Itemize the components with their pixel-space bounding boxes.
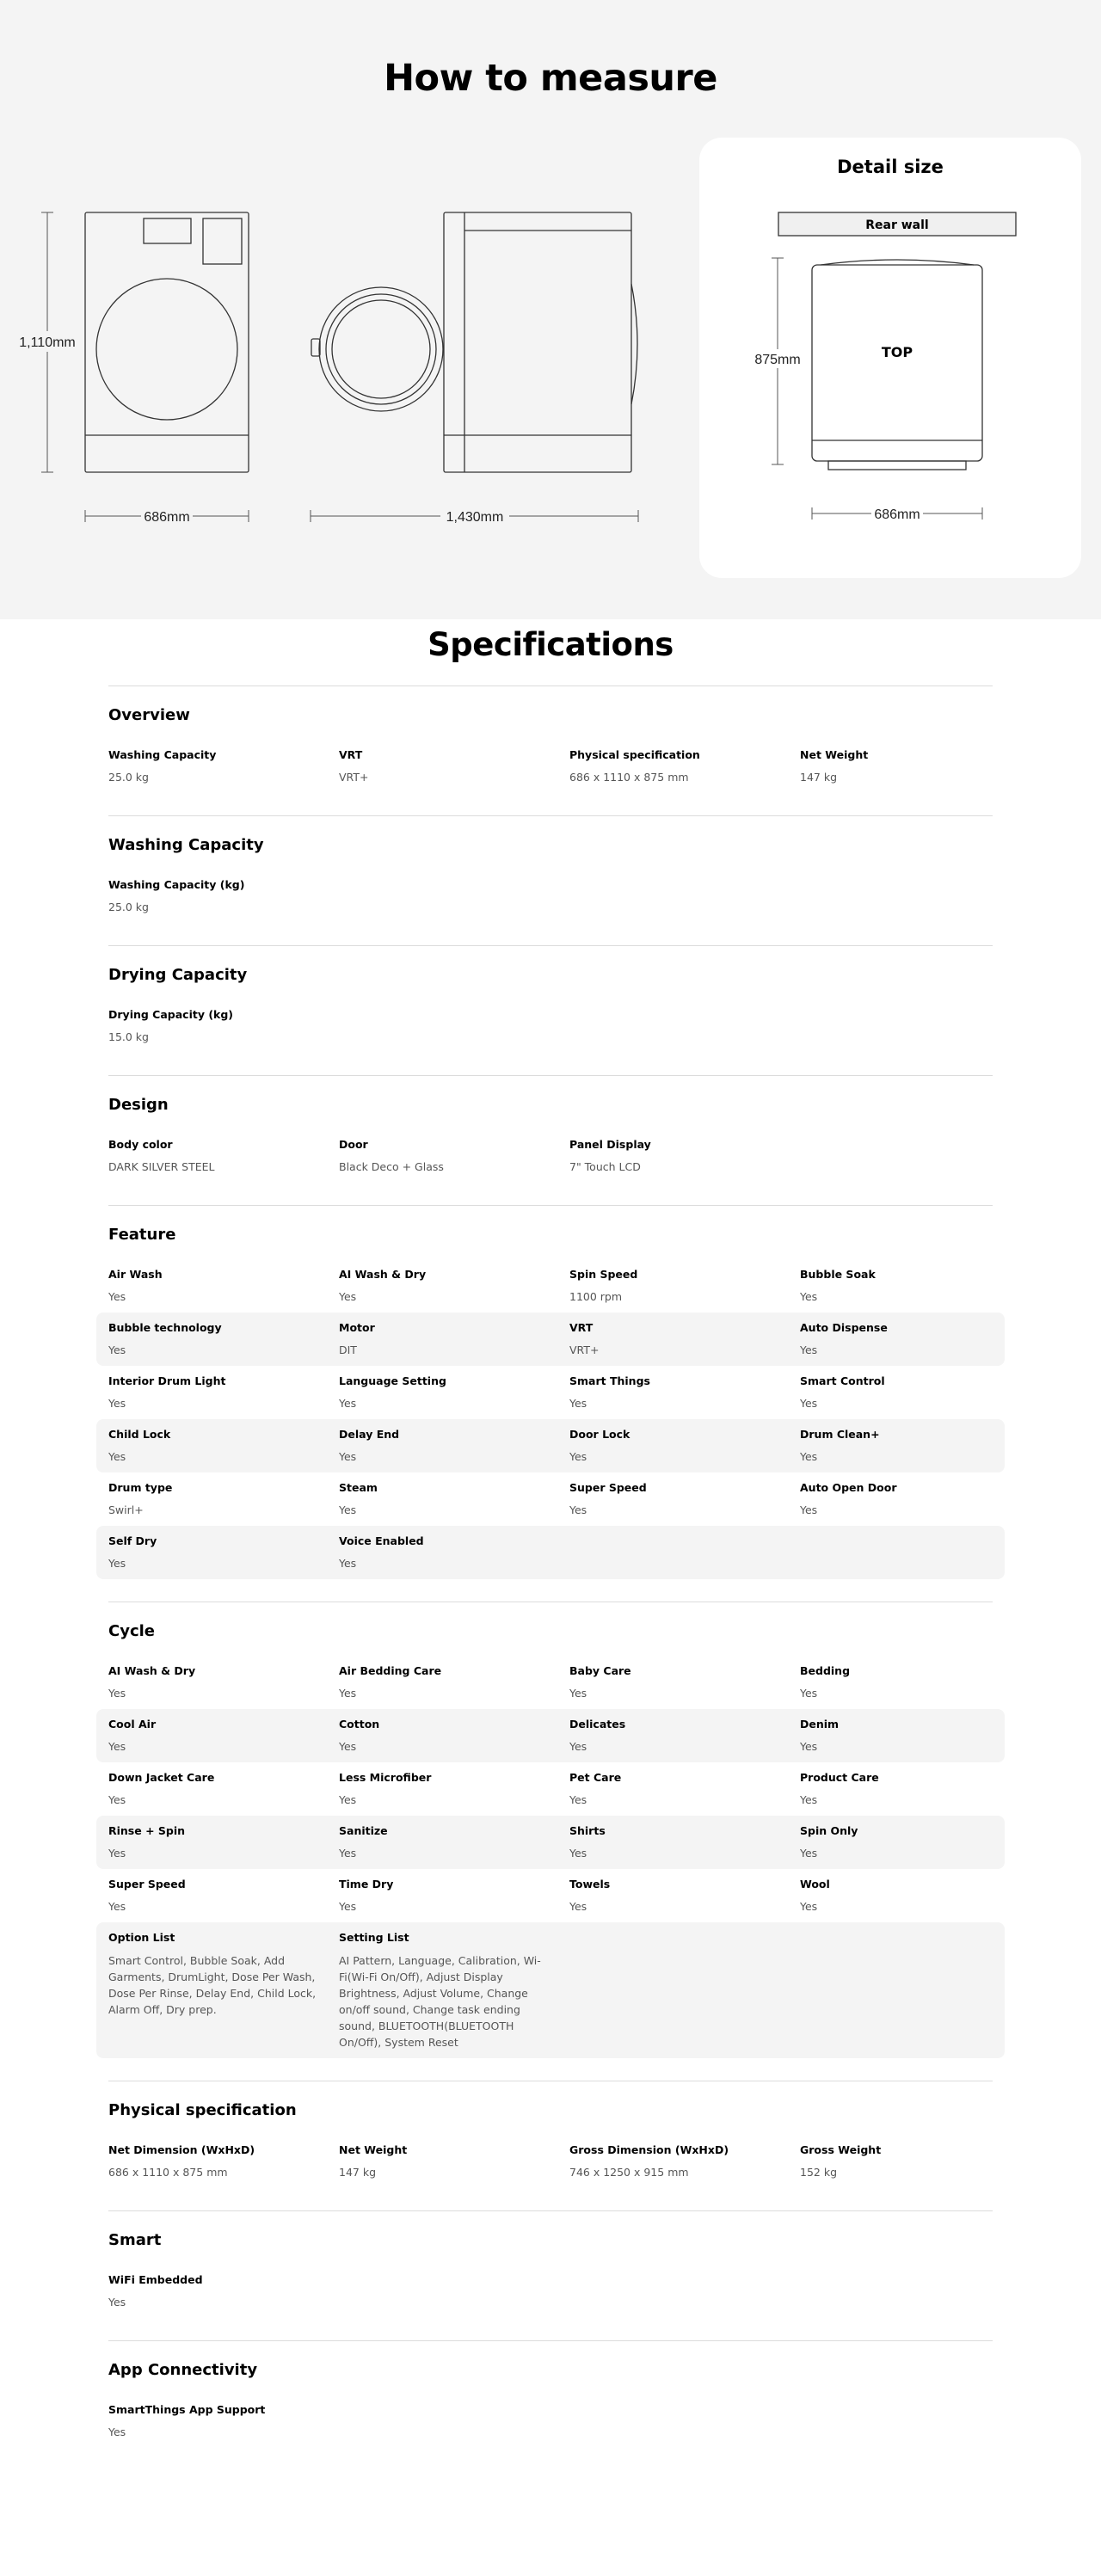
how-to-measure-section <box>0 0 1101 619</box>
spec-label: Cotton <box>339 1718 380 1731</box>
spec-label: Washing Capacity <box>108 748 217 761</box>
spec-item-ai-wash-dry <box>339 1267 569 1305</box>
spec-item-vrt <box>569 1320 800 1358</box>
spec-value: Yes <box>108 1450 126 1463</box>
detail-size-card <box>699 138 1081 578</box>
spec-label: Towels <box>569 1878 611 1891</box>
spec-label: Super Speed <box>108 1878 186 1891</box>
spec-value: 147 kg <box>800 771 838 784</box>
height-label: 1,110mm <box>19 335 76 350</box>
spec-value: Yes <box>800 1397 818 1410</box>
spec-value: Yes <box>108 2296 126 2309</box>
spec-section-title: App Connectivity <box>108 2361 258 2379</box>
spec-item-door-lock <box>569 1427 800 1465</box>
spec-row <box>96 870 1005 923</box>
spec-item-setting-list <box>339 1930 569 2050</box>
spec-label: VRT <box>339 748 363 761</box>
side-depth-label: 1,430mm <box>446 510 504 525</box>
spec-label: Shirts <box>569 1824 606 1837</box>
spec-value: Yes <box>800 1343 818 1356</box>
spec-label: Interior Drum Light <box>108 1374 226 1387</box>
front-width-label: 686mm <box>144 510 190 525</box>
spec-value: Yes <box>339 1740 357 1753</box>
spec-label: Motor <box>339 1321 375 1334</box>
spec-item-delicates <box>569 1717 800 1755</box>
spec-label: Sanitize <box>339 1824 388 1837</box>
spec-label: Bedding <box>800 1664 851 1677</box>
spec-section-title: Cycle <box>108 1622 155 1640</box>
spec-value: Yes <box>339 1397 357 1410</box>
spec-value: Yes <box>339 1900 357 1913</box>
spec-label: Door Lock <box>569 1428 630 1441</box>
spec-value: Yes <box>800 1503 818 1516</box>
spec-item-language-setting <box>339 1374 569 1411</box>
spec-value: Yes <box>800 1740 818 1753</box>
spec-value: Yes <box>339 1290 357 1303</box>
spec-item-wool <box>800 1877 1030 1915</box>
spec-value: Yes <box>108 1793 126 1806</box>
spec-row <box>96 1869 1005 1922</box>
spec-section-title: Washing Capacity <box>108 836 264 854</box>
spec-label: Smart Things <box>569 1374 650 1387</box>
detail-width-label: 686mm <box>874 507 920 522</box>
spec-row <box>96 1709 1005 1762</box>
spec-value: Yes <box>569 1450 587 1463</box>
spec-label: Spin Speed <box>569 1268 638 1281</box>
spec-value: Yes <box>339 1450 357 1463</box>
spec-value: VRT+ <box>339 771 369 784</box>
spec-row <box>96 1313 1005 1366</box>
spec-row <box>96 1922 1005 2058</box>
spec-value: 15.0 kg <box>108 1030 149 1043</box>
spec-item-towels <box>569 1877 800 1915</box>
spec-label: Setting List <box>339 1931 409 1944</box>
spec-item-less-microfiber <box>339 1770 569 1808</box>
side-view-washer-icon <box>311 212 637 472</box>
measure-diagram <box>0 0 688 619</box>
spec-value: 1100 rpm <box>569 1290 623 1303</box>
spec-value: Swirl+ <box>108 1503 144 1516</box>
spec-value: 147 kg <box>339 2166 377 2179</box>
spec-item-drum-clean <box>800 1427 1030 1465</box>
spec-row <box>96 1472 1005 1526</box>
spec-item-body-color <box>108 1137 339 1175</box>
spec-value: Yes <box>108 1557 126 1570</box>
spec-value: Yes <box>339 1687 357 1700</box>
spec-value: Black Deco + Glass <box>339 1160 444 1173</box>
spec-row <box>96 1366 1005 1419</box>
spec-value: 686 x 1110 x 875 mm <box>108 2166 228 2179</box>
spec-item-smart-things <box>569 1374 800 1411</box>
spec-label: AI Wash & Dry <box>339 1268 427 1281</box>
spec-value: Yes <box>800 1687 818 1700</box>
spec-label: Child Lock <box>108 1428 171 1441</box>
spec-item-auto-dispense <box>800 1320 1030 1358</box>
spec-label: AI Wash & Dry <box>108 1664 196 1677</box>
spec-value: 746 x 1250 x 915 mm <box>569 2166 689 2179</box>
spec-item-gross-dimension-wxhxd <box>569 2143 800 2180</box>
spec-item-voice-enabled <box>339 1534 569 1571</box>
spec-section-design <box>108 1075 993 1205</box>
spec-item-denim <box>800 1717 1030 1755</box>
specifications-list <box>108 685 993 2470</box>
spec-label: Language Setting <box>339 1374 446 1387</box>
spec-section-title: Design <box>108 1096 169 1114</box>
rear-wall-label: Rear wall <box>865 218 929 232</box>
spec-item-product-care <box>800 1770 1030 1808</box>
spec-value: DIT <box>339 1343 357 1356</box>
spec-value: Yes <box>800 1847 818 1860</box>
spec-value: AI Pattern, Language, Calibration, Wi-Fi(Wi-Fi On/Off), Adjust Display Brightness, Adjust Volume, Change on/off sound, Change task ending sound, BLUETOOTH(BLUETOOTH On/Off), System Reset <box>339 1954 541 2049</box>
spec-value: Yes <box>108 1687 126 1700</box>
spec-item-spin-only <box>800 1823 1030 1861</box>
spec-item-pet-care <box>569 1770 800 1808</box>
spec-label: Air Bedding Care <box>339 1664 442 1677</box>
spec-item-panel-display <box>569 1137 800 1175</box>
spec-label: Denim <box>800 1718 840 1731</box>
spec-item-delay-end <box>339 1427 569 1465</box>
spec-label: Net Dimension (WxHxD) <box>108 2143 255 2156</box>
spec-value: Yes <box>569 1687 587 1700</box>
spec-label: Washing Capacity (kg) <box>108 878 245 891</box>
spec-row <box>96 999 1005 1053</box>
top-label: TOP <box>881 344 913 360</box>
spec-label: Auto Open Door <box>800 1481 897 1494</box>
spec-item-smart-control <box>800 1374 1030 1411</box>
spec-value: Yes <box>108 1847 126 1860</box>
spec-row <box>96 2135 1005 2188</box>
spec-item-bubble-soak <box>800 1267 1030 1305</box>
spec-item-super-speed <box>569 1480 800 1518</box>
spec-item-air-wash <box>108 1267 339 1305</box>
spec-label: Drying Capacity (kg) <box>108 1008 234 1021</box>
spec-row <box>96 740 1005 793</box>
spec-item-super-speed <box>108 1877 339 1915</box>
spec-row <box>96 1762 1005 1816</box>
spec-value: Yes <box>108 1290 126 1303</box>
spec-value: 152 kg <box>800 2166 838 2179</box>
spec-label: Net Weight <box>339 2143 408 2156</box>
spec-item-door <box>339 1137 569 1175</box>
spec-label: Time Dry <box>339 1878 394 1891</box>
spec-value: DARK SILVER STEEL <box>108 1160 215 1173</box>
spec-label: VRT <box>569 1321 594 1334</box>
spec-label: SmartThings App Support <box>108 2403 266 2416</box>
spec-label: Delay End <box>339 1428 400 1441</box>
spec-item-smartthings-app-support <box>108 2402 339 2440</box>
spec-label: Bubble technology <box>108 1321 222 1334</box>
how-to-measure-title: How to measure <box>384 57 717 100</box>
spec-item-down-jacket-care <box>108 1770 339 1808</box>
spec-value: Yes <box>569 1847 587 1860</box>
spec-value: Yes <box>569 1503 587 1516</box>
spec-item-air-bedding-care <box>339 1663 569 1701</box>
spec-item-option-list <box>108 1930 339 2050</box>
spec-label: Smart Control <box>800 1374 885 1387</box>
spec-item-auto-open-door <box>800 1480 1030 1518</box>
spec-item-drying-capacity-kg <box>108 1007 339 1045</box>
spec-item-sanitize <box>339 1823 569 1861</box>
spec-label: Panel Display <box>569 1138 651 1151</box>
spec-value: 7" Touch LCD <box>569 1160 641 1173</box>
spec-item-net-weight <box>800 747 1030 785</box>
spec-item-steam <box>339 1480 569 1518</box>
spec-label: Wool <box>800 1878 830 1891</box>
spec-value: 25.0 kg <box>108 901 149 913</box>
spec-row <box>96 1259 1005 1313</box>
spec-label: Voice Enabled <box>339 1534 424 1547</box>
spec-item-bubble-technology <box>108 1320 339 1358</box>
spec-item-vrt <box>339 747 569 785</box>
spec-item-physical-specification <box>569 747 800 785</box>
spec-value: Yes <box>800 1793 818 1806</box>
spec-section-drying-capacity <box>108 945 993 1075</box>
spec-section-title: Smart <box>108 2231 162 2249</box>
spec-label: Door <box>339 1138 368 1151</box>
spec-row <box>96 1816 1005 1869</box>
spec-section-title: Feature <box>108 1226 176 1244</box>
spec-item-drum-type <box>108 1480 339 1518</box>
spec-row <box>96 2395 1005 2448</box>
spec-row <box>96 1656 1005 1709</box>
spec-value: Yes <box>569 1900 587 1913</box>
spec-value: Yes <box>800 1900 818 1913</box>
spec-label: Drum type <box>108 1481 173 1494</box>
spec-value: Yes <box>339 1793 357 1806</box>
spec-label: Product Care <box>800 1771 879 1784</box>
spec-value: Yes <box>569 1740 587 1753</box>
spec-item-ai-wash-dry <box>108 1663 339 1701</box>
spec-section-app-connectivity <box>108 2340 993 2470</box>
spec-value: Yes <box>569 1793 587 1806</box>
spec-item-net-dimension-wxhxd <box>108 2143 339 2180</box>
spec-label: Cool Air <box>108 1718 157 1731</box>
spec-label: Net Weight <box>800 748 869 761</box>
spec-label: Drum Clean+ <box>800 1428 880 1441</box>
spec-item-rinse-spin <box>108 1823 339 1861</box>
spec-label: Baby Care <box>569 1664 631 1677</box>
spec-item-cotton <box>339 1717 569 1755</box>
spec-label: Pet Care <box>569 1771 622 1784</box>
spec-label: Spin Only <box>800 1824 858 1837</box>
spec-item-baby-care <box>569 1663 800 1701</box>
specifications-title: Specifications <box>427 626 674 663</box>
spec-item-washing-capacity-kg <box>108 877 339 915</box>
spec-section-smart <box>108 2210 993 2340</box>
spec-item-cool-air <box>108 1717 339 1755</box>
spec-label: Rinse + Spin <box>108 1824 186 1837</box>
spec-label: WiFi Embedded <box>108 2273 203 2286</box>
spec-item-spin-speed <box>569 1267 800 1305</box>
spec-item-wifi-embedded <box>108 2272 339 2310</box>
spec-label: Physical specification <box>569 748 700 761</box>
spec-label: Steam <box>339 1481 378 1494</box>
spec-value: Yes <box>108 1740 126 1753</box>
spec-label: Super Speed <box>569 1481 647 1494</box>
spec-value: 686 x 1110 x 875 mm <box>569 771 689 784</box>
spec-label: Gross Dimension (WxHxD) <box>569 2143 729 2156</box>
spec-item-shirts <box>569 1823 800 1861</box>
spec-row <box>96 1129 1005 1183</box>
spec-label: Auto Dispense <box>800 1321 888 1334</box>
front-view-washer-icon <box>85 212 249 472</box>
spec-label: Air Wash <box>108 1268 163 1281</box>
spec-value: Yes <box>108 1343 126 1356</box>
spec-row <box>96 1419 1005 1472</box>
top-view-washer-icon <box>812 260 982 470</box>
detail-depth-label: 875mm <box>754 353 801 367</box>
spec-row <box>96 1526 1005 1579</box>
spec-label: Body color <box>108 1138 173 1151</box>
spec-label: Option List <box>108 1931 175 1944</box>
spec-label: Gross Weight <box>800 2143 882 2156</box>
spec-value: Yes <box>339 1847 357 1860</box>
spec-value: Yes <box>800 1450 818 1463</box>
spec-label: Down Jacket Care <box>108 1771 215 1784</box>
spec-label: Bubble Soak <box>800 1268 876 1281</box>
spec-section-title: Drying Capacity <box>108 966 248 984</box>
spec-item-gross-weight <box>800 2143 1030 2180</box>
spec-label: Self Dry <box>108 1534 157 1547</box>
spec-item-self-dry <box>108 1534 339 1571</box>
spec-item-child-lock <box>108 1427 339 1465</box>
detail-size-title: Detail size <box>837 157 944 177</box>
spec-section-physical-specification <box>108 2081 993 2210</box>
spec-value: Yes <box>339 1503 357 1516</box>
spec-item-net-weight <box>339 2143 569 2180</box>
spec-value: Yes <box>339 1557 357 1570</box>
spec-value: Yes <box>800 1290 818 1303</box>
spec-item-interior-drum-light <box>108 1374 339 1411</box>
spec-label: Less Microfiber <box>339 1771 432 1784</box>
spec-section-title: Overview <box>108 706 190 724</box>
spec-item-washing-capacity <box>108 747 339 785</box>
spec-item-motor <box>339 1320 569 1358</box>
spec-value: VRT+ <box>569 1343 600 1356</box>
spec-item-time-dry <box>339 1877 569 1915</box>
spec-label: Delicates <box>569 1718 626 1731</box>
spec-section-feature <box>108 1205 993 1602</box>
spec-section-title: Physical specification <box>108 2101 297 2119</box>
top-view-diagram <box>699 138 1081 578</box>
spec-section-cycle <box>108 1602 993 2081</box>
spec-value: Yes <box>569 1397 587 1410</box>
spec-section-washing-capacity <box>108 815 993 945</box>
spec-item-bedding <box>800 1663 1030 1701</box>
spec-value: 25.0 kg <box>108 771 149 784</box>
spec-section-overview <box>108 685 993 815</box>
spec-value: Smart Control, Bubble Soak, Add Garments, DrumLight, Dose Per Wash, Dose Per Rinse, Delay End, Child Lock, Alarm Off, Dry prep. <box>108 1954 317 2016</box>
spec-value: Yes <box>108 1900 126 1913</box>
spec-value: Yes <box>108 2425 126 2438</box>
spec-row <box>96 2265 1005 2318</box>
spec-value: Yes <box>108 1397 126 1410</box>
